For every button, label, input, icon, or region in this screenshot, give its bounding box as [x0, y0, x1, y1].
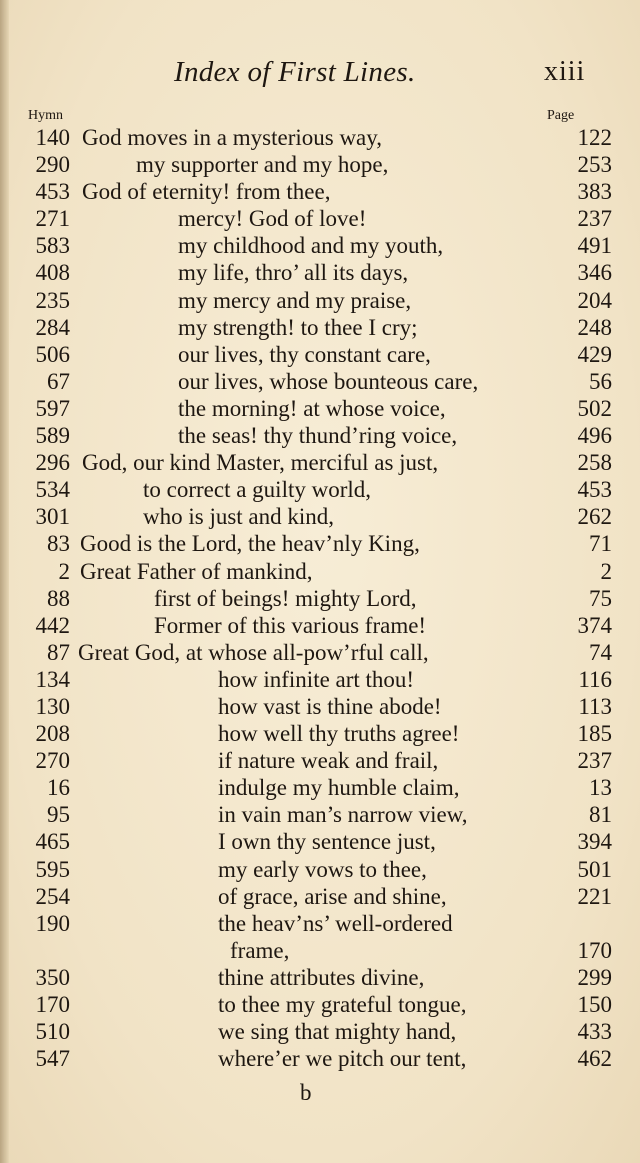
list-item	[0, 178, 640, 205]
hymn-number: 296	[35, 450, 70, 476]
hymn-number: 595	[35, 856, 70, 882]
first-line-text: where’er we pitch our tent,	[218, 1046, 467, 1072]
first-line-text: God moves in a mysterious way,	[82, 125, 383, 150]
list-item	[0, 910, 640, 964]
page-reference: 429	[577, 341, 612, 367]
page-reference: 262	[577, 504, 612, 530]
first-line	[218, 1018, 456, 1045]
page-reference: 71	[589, 531, 612, 557]
hymn-number: 350	[35, 964, 70, 990]
page-title: Index of First Lines.	[174, 56, 416, 88]
hymn-number: 208	[35, 721, 70, 747]
page-column-header: Page	[547, 108, 575, 123]
page-reference: 122	[577, 125, 612, 150]
first-line	[218, 720, 459, 747]
list-item	[0, 368, 640, 395]
first-line-text: the seas! thy thund’ring voice,	[178, 423, 458, 449]
list-item	[0, 124, 640, 151]
page-reference: 501	[577, 856, 612, 882]
list-item	[0, 883, 640, 910]
list-item	[0, 314, 640, 341]
first-line-text: the heav’ns’ well-ordered	[218, 910, 453, 936]
list-item	[0, 720, 640, 747]
first-line	[136, 151, 388, 178]
page-reference: 74	[589, 639, 612, 665]
first-line	[82, 124, 382, 151]
first-line	[143, 476, 371, 503]
first-line	[178, 259, 408, 286]
first-line-text: my life, thro’ all its days,	[178, 260, 409, 286]
hymn-number: 87	[47, 639, 70, 665]
page-reference: 394	[577, 829, 612, 855]
first-line-text: to correct a guilty world,	[143, 477, 372, 503]
hymn-number: 2	[58, 558, 70, 584]
list-item	[0, 666, 640, 693]
page-reference: 204	[577, 287, 612, 313]
first-line	[218, 964, 424, 991]
list-item	[0, 422, 640, 449]
list-item	[0, 612, 640, 639]
hymn-number: 506	[35, 341, 70, 367]
hymn-number: 408	[35, 260, 70, 286]
first-line	[178, 341, 431, 368]
list-item	[0, 476, 640, 503]
hymn-number: 130	[35, 693, 70, 719]
first-line	[154, 585, 417, 612]
page-reference: 433	[577, 1019, 612, 1045]
first-line	[178, 368, 478, 395]
first-line-text: in vain man’s narrow view,	[218, 802, 468, 828]
first-line	[143, 503, 334, 530]
list-item	[0, 205, 640, 232]
hymn-number: 534	[35, 477, 70, 503]
list-item	[0, 1045, 640, 1072]
first-line-text: how well thy truths agree!	[218, 721, 460, 747]
page-reference: 248	[577, 314, 612, 340]
first-line-text: God of eternity! from thee,	[82, 179, 331, 205]
first-line-text: Former of this various frame!	[154, 612, 427, 638]
list-item	[0, 530, 640, 557]
list-item	[0, 801, 640, 828]
first-line	[178, 287, 411, 314]
hymn-column-header: Hymn	[28, 108, 63, 123]
first-line-text: if nature weak and frail,	[218, 748, 439, 774]
hymn-number: 235	[35, 287, 70, 313]
hymn-number: 453	[35, 179, 70, 205]
first-line-text: our lives, whose bounteous care,	[178, 368, 479, 394]
list-item	[0, 449, 640, 476]
list-item	[0, 585, 640, 612]
first-line	[218, 801, 468, 828]
first-line	[218, 828, 436, 855]
first-line-text: my supporter and my hope,	[136, 152, 389, 178]
first-line-text: my early vows to thee,	[218, 856, 427, 882]
hymn-number: 589	[35, 423, 70, 449]
list-item	[0, 639, 640, 666]
list-item	[0, 856, 640, 883]
list-item	[0, 232, 640, 259]
first-line-text: God, our kind Master, merciful as just,	[82, 450, 439, 476]
list-item	[0, 151, 640, 178]
list-item	[0, 287, 640, 314]
first-line-text: our lives, thy constant care,	[178, 341, 431, 367]
first-line-text: indulge my humble claim,	[218, 775, 460, 801]
hymn-number: 190	[35, 910, 70, 936]
first-line	[178, 422, 457, 449]
hymn-number: 88	[47, 585, 70, 611]
first-line	[218, 883, 447, 910]
list-item	[0, 693, 640, 720]
hymn-number: 67	[47, 368, 70, 394]
hymn-number: 583	[35, 233, 70, 259]
list-item	[0, 1018, 640, 1045]
page-reference: 2	[600, 558, 612, 584]
hymn-number: 301	[35, 504, 70, 530]
page-reference: 150	[577, 992, 612, 1017]
first-line-text: my strength! to thee I cry;	[178, 314, 418, 340]
page-reference: 113	[578, 693, 612, 719]
page-reference: 383	[577, 179, 612, 205]
list-item	[0, 828, 640, 855]
list-item	[0, 774, 640, 801]
first-line	[218, 666, 414, 693]
list-item	[0, 503, 640, 530]
list-item	[0, 747, 640, 774]
first-line-text: I own thy sentence just,	[218, 829, 436, 855]
page-reference: 253	[577, 152, 612, 178]
first-line-text: mercy! God of love!	[178, 206, 367, 232]
page-reference: 75	[589, 585, 612, 611]
first-line-text: who is just and kind,	[143, 504, 335, 530]
list-item	[0, 395, 640, 422]
hymn-number: 271	[35, 206, 70, 232]
page-reference: 374	[577, 612, 612, 638]
first-line-text: Great Father of mankind,	[80, 558, 313, 584]
list-item	[0, 259, 640, 286]
first-line-text: of grace, arise and shine,	[218, 883, 447, 909]
first-line-text: how vast is thine abode!	[218, 693, 442, 719]
hymn-number: 284	[35, 314, 70, 340]
first-line	[80, 558, 312, 585]
first-line	[82, 449, 438, 476]
first-line	[80, 530, 420, 557]
first-line	[78, 639, 429, 666]
first-line	[178, 232, 443, 259]
first-line	[218, 910, 453, 964]
hymn-number: 134	[35, 666, 70, 692]
page-reference: 496	[577, 423, 612, 449]
hymn-number: 170	[35, 992, 70, 1017]
page-reference: 346	[577, 260, 612, 286]
first-line	[178, 314, 418, 341]
hymn-number: 547	[35, 1046, 70, 1072]
page-number: xiii	[544, 56, 586, 87]
page-reference: 237	[577, 748, 612, 774]
first-line	[218, 693, 442, 720]
first-line-text: how infinite art thou!	[218, 666, 415, 692]
hymn-number: 83	[47, 531, 70, 557]
page-reference: 299	[577, 964, 612, 990]
hymn-number: 270	[35, 748, 70, 774]
list-item	[0, 964, 640, 991]
first-line	[178, 205, 366, 232]
page-reference: 221	[577, 883, 612, 909]
page-reference: 237	[577, 206, 612, 232]
first-line	[218, 774, 459, 801]
list-item	[0, 991, 640, 1018]
page-reference: 13	[589, 775, 612, 801]
first-line-text: Great God, at whose all-pow’rful call,	[78, 639, 429, 665]
hymn-number: 95	[47, 802, 70, 828]
first-line-text: Good is the Lord, the heav’nly King,	[80, 531, 420, 557]
first-line-text: thine attributes divine,	[218, 964, 425, 990]
list-item	[0, 341, 640, 368]
hymn-number: 254	[35, 883, 70, 909]
first-line-text: my mercy and my praise,	[178, 287, 412, 313]
first-line-text: to thee my grateful tongue,	[218, 992, 467, 1017]
list-item	[0, 558, 640, 585]
first-line	[178, 395, 446, 422]
first-line-continuation: frame,	[230, 937, 290, 963]
first-line-text: the morning! at whose voice,	[178, 395, 446, 421]
page-reference: 170	[577, 937, 612, 963]
page-reference: 116	[578, 666, 612, 692]
first-line-text: we sing that mighty hand,	[218, 1019, 457, 1045]
page-reference: 491	[577, 233, 612, 259]
hymn-number: 16	[47, 775, 70, 801]
first-line-text: first of beings! mighty Lord,	[154, 585, 417, 611]
hymn-number: 597	[35, 395, 70, 421]
page-reference: 502	[577, 395, 612, 421]
hymn-number: 465	[35, 829, 70, 855]
page-reference: 462	[577, 1046, 612, 1072]
first-line	[218, 747, 438, 774]
first-line	[218, 856, 427, 883]
page-reference: 453	[577, 477, 612, 503]
page-reference: 185	[577, 721, 612, 747]
page-reference: 81	[589, 802, 612, 828]
first-line	[218, 1045, 466, 1072]
running-header	[0, 54, 640, 94]
hymn-number: 290	[35, 152, 70, 178]
hymn-number: 442	[35, 612, 70, 638]
first-line	[218, 991, 466, 1018]
first-line	[154, 612, 426, 639]
first-line-text: my childhood and my youth,	[178, 233, 444, 259]
page-reference: 56	[589, 368, 612, 394]
page-reference: 258	[577, 450, 612, 476]
hymn-number: 140	[35, 125, 70, 150]
index-list	[0, 124, 640, 1072]
hymn-number: 510	[35, 1019, 70, 1045]
first-line	[82, 178, 330, 205]
signature-mark: b	[300, 1080, 312, 1105]
